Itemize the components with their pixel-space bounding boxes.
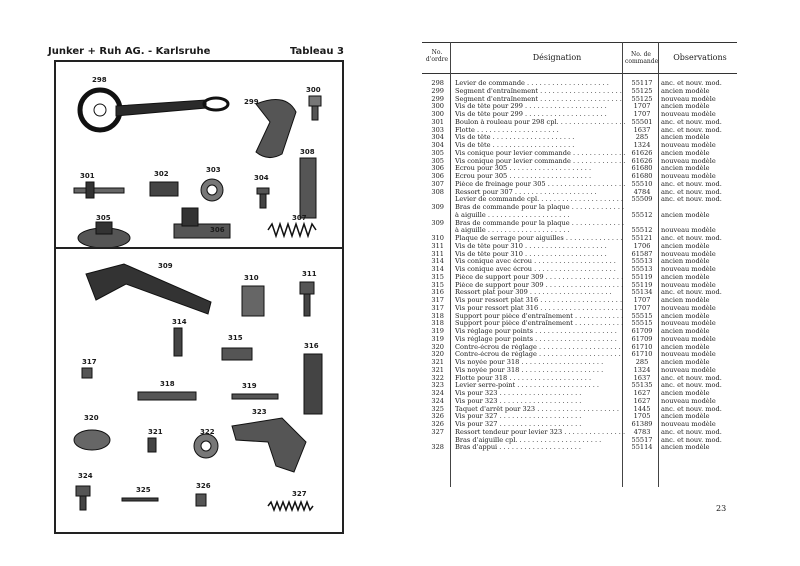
row-designation: Bras d'aiguille cpl. . . . xyxy=(455,437,625,445)
row-designation: Vis de tête . . . xyxy=(455,142,625,150)
row-order-number: 55515 xyxy=(631,311,653,320)
row-order-number: 55512 xyxy=(631,226,653,235)
row-designation: Support pour pièce d'entraînement . . . xyxy=(455,320,625,328)
row-designation: Vis de tête pour 299 . . . xyxy=(455,103,625,111)
row-designation: à aiguille . . . xyxy=(455,212,625,220)
part-label: 301 xyxy=(80,172,95,180)
row-number: 299 xyxy=(431,94,444,103)
row-number: 298 xyxy=(431,79,444,87)
part-300-drawing xyxy=(309,96,321,106)
part-label: 298 xyxy=(92,76,107,84)
row-observation: nouveau modèle xyxy=(661,94,716,103)
part-label: 321 xyxy=(148,428,163,436)
parts-table xyxy=(422,42,742,492)
row-designation: Vis de tête pour 310 . . . xyxy=(455,251,625,259)
row-order-number: 4784 xyxy=(633,187,651,196)
part-label: 302 xyxy=(154,170,169,178)
row-order-number: 1445 xyxy=(633,404,651,413)
row-number: 318 xyxy=(431,319,444,328)
part-319-drawing xyxy=(232,394,278,399)
row-observation: ancien modèle xyxy=(661,443,710,452)
row-designation: Ressort tendeur pour levier 323 . . . xyxy=(455,429,625,437)
page-heading: Junker + Ruh AG. - Karlsruhe xyxy=(48,46,211,57)
part-label: 311 xyxy=(302,270,317,278)
part-label: 307 xyxy=(292,214,307,222)
row-order-number: 55125 xyxy=(631,94,653,103)
row-number: 305 xyxy=(431,148,444,157)
header-order-line2: commande xyxy=(625,58,659,65)
row-designation: Vis réglage pour points . . . xyxy=(455,336,625,344)
row-number: 303 xyxy=(431,125,444,134)
row-order-number: 61709 xyxy=(631,334,653,343)
row-observation: ancien modèle xyxy=(661,102,710,111)
row-designation: Bras de commande pour la plaque . . . xyxy=(455,220,625,228)
parts-illustration-plate xyxy=(54,60,344,534)
row-observation: ancien modèle xyxy=(661,389,710,397)
row-designation: Vis conique avec écrou . . . xyxy=(455,258,625,266)
part-314-drawing xyxy=(174,328,182,356)
row-number: 321 xyxy=(431,365,444,374)
row-observation: nouveau modèle xyxy=(661,319,716,328)
row-designation: Bras de commande pour la plaque . . . xyxy=(455,204,625,212)
row-number: 316 xyxy=(431,288,444,297)
row-number: 314 xyxy=(431,265,444,273)
part-label: 326 xyxy=(196,482,211,490)
part-320-drawing xyxy=(74,430,110,450)
row-observation: anc. et nouv. mod. xyxy=(661,187,722,196)
part-label: 322 xyxy=(200,428,215,436)
row-observation: nouveau modèle xyxy=(661,280,716,289)
row-designation: Pièce de support pour 309 . . . xyxy=(455,282,625,290)
row-number: 326 xyxy=(431,412,444,421)
row-designation: Contre-écrou de réglage . . . xyxy=(455,344,625,352)
header-order-line1: No. de xyxy=(631,51,651,58)
part-304-drawing xyxy=(257,188,269,194)
row-observation: ancien modèle xyxy=(661,257,710,266)
part-label: 305 xyxy=(96,214,111,222)
row-number: 317 xyxy=(431,296,444,304)
row-observation: ancien modèle xyxy=(661,148,710,157)
row-observation: ancien modèle xyxy=(661,272,710,281)
part-310-drawing xyxy=(242,286,264,316)
row-designation: Vis de tête . . . xyxy=(455,134,625,142)
row-number: 304 xyxy=(431,133,444,142)
row-designation: Boulon à rouleau pour 298 cpl. . . . xyxy=(455,119,625,127)
part-label: 315 xyxy=(228,334,243,342)
left-page xyxy=(8,18,398,538)
row-number: 324 xyxy=(431,389,444,397)
row-observation: ancien modèle xyxy=(661,296,710,304)
row-designation: Vis conique pour levier commande . . . xyxy=(455,158,625,166)
part-label: 316 xyxy=(304,342,319,350)
row-designation: à aiguille . . . xyxy=(455,227,625,235)
row-designation: Support pour pièce d'entraînement . . . xyxy=(455,313,625,321)
row-order-number: 55515 xyxy=(631,319,653,328)
row-designation: Flotte pour 318 . . . xyxy=(455,375,625,383)
row-designation: Levier de commande . . . xyxy=(455,80,625,88)
part-label: 319 xyxy=(242,382,257,390)
row-number: 301 xyxy=(431,117,444,126)
row-number: 305 xyxy=(431,156,444,165)
row-number: 318 xyxy=(431,311,444,320)
part-label: 309 xyxy=(158,262,173,270)
table-header xyxy=(422,42,737,74)
row-observation: anc. et nouv. mod. xyxy=(661,234,722,242)
row-order-number: 1707 xyxy=(633,296,651,304)
row-designation: Levier serre-point . . . xyxy=(455,382,625,390)
part-label: 308 xyxy=(300,148,315,156)
part-label: 327 xyxy=(292,490,307,498)
row-order-number: 1637 xyxy=(633,373,651,382)
row-designation: Vis conique pour levier commande . . . xyxy=(455,150,625,158)
row-number: 300 xyxy=(431,102,444,111)
row-order-number: 55501 xyxy=(631,117,653,126)
row-observation: anc. et nouv. mod. xyxy=(661,381,722,390)
row-order-number: 55117 xyxy=(631,79,653,87)
col-header-observations: Observations xyxy=(673,53,727,62)
row-number: 299 xyxy=(431,86,444,95)
row-observation: anc. et nouv. mod. xyxy=(661,435,722,444)
part-326-drawing xyxy=(196,494,206,506)
col-header-designation: Désignation xyxy=(532,53,582,62)
part-324-drawing xyxy=(76,486,90,496)
part-label: 310 xyxy=(244,274,259,282)
row-order-number: 55125 xyxy=(631,86,653,95)
row-designation: Vis noyée pour 318 . . . xyxy=(455,367,625,375)
row-designation: Vis pour 327 . . . xyxy=(455,413,625,421)
row-order-number: 55509 xyxy=(631,195,653,204)
part-label: 299 xyxy=(244,98,259,106)
row-order-number: 285 xyxy=(635,358,649,366)
part-317-drawing xyxy=(82,368,92,378)
row-designation: Contre-écrou de réglage . . . xyxy=(455,351,625,359)
part-label: 323 xyxy=(252,408,267,416)
row-observation: nouveau modèle xyxy=(661,365,716,374)
row-observation: ancien modèle xyxy=(661,86,710,95)
row-order-number: 1707 xyxy=(633,110,651,118)
row-order-number: 55517 xyxy=(631,435,653,444)
row-order-number: 55119 xyxy=(631,272,653,281)
table-row xyxy=(422,212,742,220)
part-325-drawing xyxy=(122,498,158,501)
part-label: 300 xyxy=(306,86,321,94)
row-designation: Taquet d'arrêt pour 323 . . . xyxy=(455,406,625,414)
row-order-number: 285 xyxy=(635,133,649,142)
row-number: 306 xyxy=(431,164,444,173)
row-order-number: 55134 xyxy=(631,288,653,297)
row-observation: anc. et nouv. mod. xyxy=(661,195,722,204)
row-designation: Levier de commande cpl. . . . xyxy=(455,196,625,204)
row-designation: Segment d'entraînement . . . xyxy=(455,88,625,96)
row-designation: Vis pour 323 . . . xyxy=(455,398,625,406)
row-designation: Vis noyée pour 318 . . . xyxy=(455,359,625,367)
row-number: 309 xyxy=(431,218,444,227)
part-305-drawing xyxy=(300,158,316,218)
row-designation: Ressort pour 307 . . . xyxy=(455,189,625,197)
part-315-drawing xyxy=(222,348,252,360)
plate-divider xyxy=(56,247,342,249)
part-302-drawing xyxy=(150,182,178,196)
parts-drawing xyxy=(56,62,342,532)
row-number: 320 xyxy=(431,350,444,359)
table-row xyxy=(422,444,742,452)
part-label: 324 xyxy=(78,472,93,480)
row-number: 319 xyxy=(431,334,444,343)
part-label: 303 xyxy=(206,166,221,174)
row-number: 310 xyxy=(431,234,444,242)
row-observation: nouveau modèle xyxy=(661,156,716,165)
row-order-number: 61710 xyxy=(631,342,653,351)
row-number: 326 xyxy=(431,420,444,428)
row-order-number: 61680 xyxy=(631,172,653,180)
part-301-drawing xyxy=(74,188,124,193)
row-observation: nouveau modèle xyxy=(661,141,716,149)
row-number: 307 xyxy=(431,179,444,188)
part-label: 304 xyxy=(254,174,269,182)
row-observation: nouveau modèle xyxy=(661,172,716,180)
row-number: 304 xyxy=(431,141,444,149)
part-316-drawing xyxy=(304,354,322,414)
row-number: 314 xyxy=(431,257,444,266)
row-number: 306 xyxy=(431,172,444,180)
row-observation: ancien modèle xyxy=(661,311,710,320)
row-number: 319 xyxy=(431,327,444,335)
row-observation: anc. et nouv. mod. xyxy=(661,125,722,134)
row-order-number: 1324 xyxy=(633,141,651,149)
part-298-drawing xyxy=(80,90,228,130)
part-299-drawing xyxy=(256,100,296,158)
row-order-number: 1637 xyxy=(633,125,651,134)
col-header-order-no xyxy=(625,51,657,81)
row-number: 311 xyxy=(431,249,444,258)
row-number: 324 xyxy=(431,396,444,405)
row-observation: ancien modèle xyxy=(661,327,710,335)
part-327-drawing xyxy=(268,502,313,510)
row-order-number: 55114 xyxy=(631,443,653,452)
row-number: 322 xyxy=(431,373,444,382)
header-no-line2: d'ordre xyxy=(425,56,449,63)
row-order-number: 61710 xyxy=(631,350,653,359)
row-number: 325 xyxy=(431,404,444,413)
row-designation: Bras d'appui . . . xyxy=(455,444,625,452)
row-number: 315 xyxy=(431,272,444,281)
part-label: 317 xyxy=(82,358,97,366)
row-order-number: 61626 xyxy=(631,148,653,157)
row-observation: nouveau modèle xyxy=(661,110,716,118)
part-308-drawing xyxy=(268,224,316,236)
row-observation: nouveau modèle xyxy=(661,249,716,258)
row-observation: nouveau modèle xyxy=(661,226,716,235)
row-number: 311 xyxy=(431,241,444,250)
part-label: 306 xyxy=(210,226,225,234)
row-number: 315 xyxy=(431,280,444,289)
row-designation: Vis pour ressort plat 316 . . . xyxy=(455,305,625,313)
col-header-no xyxy=(422,49,452,79)
row-number: 323 xyxy=(431,381,444,390)
row-order-number: 61680 xyxy=(631,164,653,173)
row-order-number: 61709 xyxy=(631,327,653,335)
row-observation: anc. et nouv. mod. xyxy=(661,117,722,126)
row-number: 321 xyxy=(431,358,444,366)
row-designation: Vis de tête pour 299 . . . xyxy=(455,111,625,119)
row-observation: anc. et nouv. mod. xyxy=(661,179,722,188)
part-label: 314 xyxy=(172,318,187,326)
row-designation: Vis réglage pour points . . . xyxy=(455,328,625,336)
part-label: 325 xyxy=(136,486,151,494)
row-number: 300 xyxy=(431,110,444,118)
row-observation: ancien modèle xyxy=(661,342,710,351)
row-observation: anc. et nouv. mod. xyxy=(661,404,722,413)
row-observation: anc. et nouv. mod. xyxy=(661,373,722,382)
row-observation: ancien modèle xyxy=(661,164,710,173)
row-order-number: 61626 xyxy=(631,156,653,165)
header-no-line1: No. xyxy=(431,49,443,56)
part-label: 320 xyxy=(84,414,99,422)
row-observation: nouveau modèle xyxy=(661,265,716,273)
row-order-number: 1706 xyxy=(633,241,651,250)
row-observation: anc. et nouv. mod. xyxy=(661,427,722,436)
row-order-number: 61587 xyxy=(631,249,653,258)
row-designation: Segment d'entraînement . . . xyxy=(455,96,625,104)
row-order-number: 1707 xyxy=(633,303,651,312)
row-order-number: 1705 xyxy=(633,412,651,421)
row-observation: ancien modèle xyxy=(661,210,710,219)
part-321-drawing xyxy=(148,438,156,452)
part-323-drawing xyxy=(232,418,306,472)
row-designation: Flotte . . . xyxy=(455,127,625,135)
row-designation: Vis de tête pour 310 . . . xyxy=(455,243,625,251)
row-designation: Ressort plat pour 309 . . . xyxy=(455,289,625,297)
row-order-number: 55513 xyxy=(631,265,653,273)
row-observation: anc. et nouv. mod. xyxy=(661,79,722,87)
table-label: Tableau 3 xyxy=(290,46,344,57)
row-observation: ancien modèle xyxy=(661,412,710,421)
row-observation: nouveau modèle xyxy=(661,420,716,428)
row-observation: ancien modèle xyxy=(661,358,710,366)
row-designation: Vis pour 327 . . . xyxy=(455,421,625,429)
table-row xyxy=(422,196,742,204)
row-order-number: 1627 xyxy=(633,389,651,397)
row-observation: ancien modèle xyxy=(661,241,710,250)
row-order-number: 55510 xyxy=(631,179,653,188)
row-order-number: 55135 xyxy=(631,381,653,390)
row-observation: nouveau modèle xyxy=(661,334,716,343)
row-number: 320 xyxy=(431,342,444,351)
row-number: 309 xyxy=(431,203,444,211)
row-number: 308 xyxy=(431,187,444,196)
row-order-number: 1627 xyxy=(633,396,651,405)
row-order-number: 1707 xyxy=(633,102,651,111)
row-designation: Pièce de freinage pour 305 . . . xyxy=(455,181,625,189)
part-311-drawing xyxy=(300,282,314,294)
row-designation: Plaque de serrage pour aiguilles . . . xyxy=(455,235,625,243)
row-order-number: 55512 xyxy=(631,210,653,219)
part-309-drawing xyxy=(86,264,211,314)
row-designation: Vis pour ressort plat 316 . . . xyxy=(455,297,625,305)
row-order-number: 4783 xyxy=(633,427,651,436)
row-observation: nouveau modèle xyxy=(661,350,716,359)
row-number: 317 xyxy=(431,303,444,312)
row-designation: Ecrou pour 305 . . . xyxy=(455,173,625,181)
row-order-number: 1324 xyxy=(633,365,651,374)
row-observation: anc. et nouv. mod. xyxy=(661,288,722,297)
row-designation: Vis pour 323 . . . xyxy=(455,390,625,398)
row-order-number: 55513 xyxy=(631,257,653,266)
row-order-number: 55121 xyxy=(631,234,653,242)
row-number: 328 xyxy=(431,443,444,452)
row-number: 327 xyxy=(431,427,444,436)
row-order-number: 61389 xyxy=(631,420,653,428)
page-number: 23 xyxy=(716,504,727,513)
row-observation: nouveau modèle xyxy=(661,396,716,405)
row-designation: Vis conique avec écrou . . . xyxy=(455,266,625,274)
row-designation: Pièce de support pour 309 . . . xyxy=(455,274,625,282)
part-318-drawing xyxy=(138,392,196,400)
row-observation: nouveau modèle xyxy=(661,303,716,312)
row-designation: Ecrou pour 305 . . . xyxy=(455,165,625,173)
row-observation: ancien modèle xyxy=(661,133,710,142)
row-order-number: 55119 xyxy=(631,280,653,289)
part-label: 318 xyxy=(160,380,175,388)
